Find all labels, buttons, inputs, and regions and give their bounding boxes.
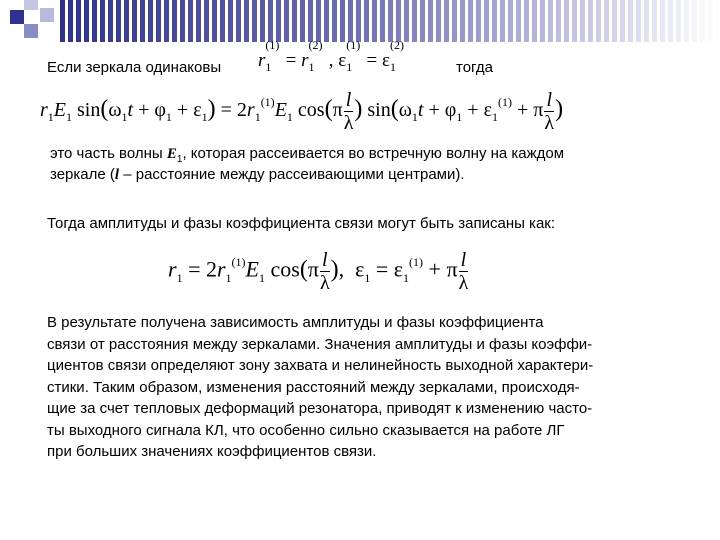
banner-stripes xyxy=(60,0,720,42)
conclusion-paragraph xyxy=(47,312,707,463)
banner-square xyxy=(40,8,54,22)
then-text: Тогда амплитуды и фазы коэффициента связи могут быть записаны как: xyxy=(47,215,556,232)
note-line-2: зеркале (l – расстояние между рассеивающими центрами). xyxy=(50,166,465,183)
conclusion-line: ты выходного сигнала КЛ, что особенно сильно сказывается на работе ЛГ xyxy=(47,421,565,439)
coupling-formula: $r_1 = 2r_1^{(1)}E_1$ cos(π $\frac{l}{\lambda}$ ), $\varepsilon_1 = \varepsilon_1^{(1)} + \pi$ $\frac{l}{\lambda}$ xyxy=(168,249,469,294)
conclusion-line: связи от расстояния между зеркалами. Значения амплитуды и фазы коэффи- xyxy=(47,335,593,353)
banner-square xyxy=(24,24,38,38)
header-banner xyxy=(0,0,720,42)
conclusion-line: В результате получена зависимость амплитуды и фазы коэффициента xyxy=(47,314,544,331)
conclusion-line: щие за счет тепловых деформаций резонатора, приводят к изменению часто- xyxy=(47,400,593,417)
banner-square xyxy=(24,0,38,10)
note-line-1: это часть волны $E_1$, которая рассеивается во встречную волну на каждом xyxy=(50,145,565,165)
conclusion-line: при больших значениях коэффициентов связи. xyxy=(47,443,377,460)
banner-square xyxy=(10,10,24,24)
intro-suffix: тогда xyxy=(456,59,493,76)
wave-equation-formula: $r_1E_1$ $\sin(\omega_1t + \varphi_1 + \varepsilon_1) = 2r_1^{(1)}E_1$ cos(π $\frac{l}{\lambda}$ ) $\sin(\omega_1t + \varphi_1 + \varepsilon_1^{(1)} + \pi$ $\frac{l}{\lambda}$ ) xyxy=(40,89,564,134)
conclusion-line: стики. Таким образом, изменения расстояний между зеркалами, происходя- xyxy=(47,378,580,396)
conclusion-line: циентов связи определяют зону захвата и нелинейность выходной характери- xyxy=(47,357,594,374)
mirror-equality-formula: r (1) $_1$ = r (2) $_1$ , ε (1) $_1$ = ε (2) $_1$ xyxy=(258,38,404,74)
intro-text: Если зеркала одинаковы xyxy=(47,59,222,76)
